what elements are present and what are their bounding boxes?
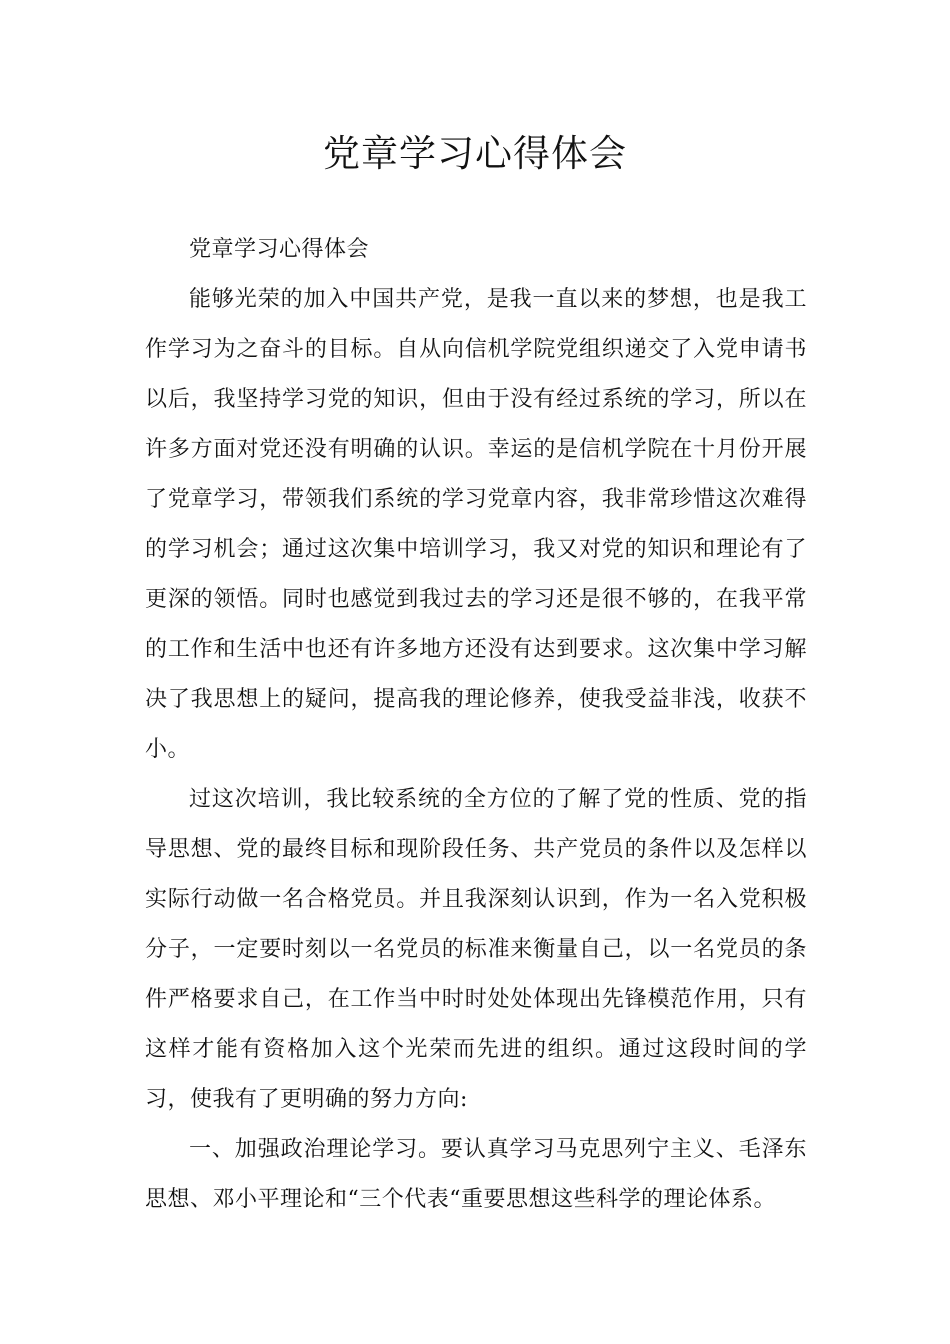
body-paragraph: 过这次培训，我比较系统的全方位的了解了党的性质、党的指导思想、党的最终目标和现阶段任务、共产党员的条件以及怎样以实际行动做一名合格党员。并且我深刻认识到，作为一名入党积极分子，一定要时刻以一名党员的标准来衡量自己，以一名党员的条件严格要求自己，在工作当中时时处处体现出先锋模范作用，只有这样才能有资格加入这个光荣而先进的组织。通过这段时间的学习，使我有了更明确的努力方向:	[145, 787, 807, 1112]
body-paragraph: 一、加强政治理论学习。要认真学习马克思列宁主义、毛泽东思想、邓小平理论和“三个代表“重要思想这些科学的理论体系。	[145, 1137, 807, 1212]
document-body	[145, 225, 807, 1225]
document-title: 党章学习心得体会	[323, 132, 627, 175]
body-paragraph-subtitle: 党章学习心得体会	[189, 237, 370, 262]
body-paragraph: 能够光荣的加入中国共产党，是我一直以来的梦想，也是我工作学习为之奋斗的目标。自从向信机学院党组织递交了入党申请书以后，我坚持学习党的知识，但由于没有经过系统的学习，所以在许多方面对党还没有明确的认识。幸运的是信机学院在十月份开展了党章学习，带领我们系统的学习党章内容，我非常珍惜这次难得的学习机会；通过这次集中培训学习，我又对党的知识和理论有了更深的领悟。同时也感觉到我过去的学习还是很不够的，在我平常的工作和生活中也还有许多地方还没有达到要求。这次集中学习解决了我思想上的疑问，提高我的理论修养，使我受益非浅，收获不小。	[145, 287, 807, 762]
